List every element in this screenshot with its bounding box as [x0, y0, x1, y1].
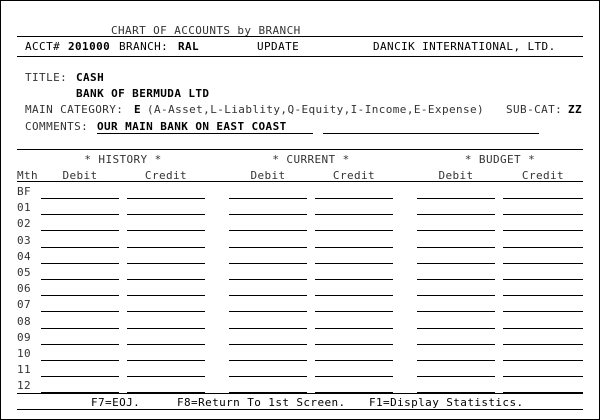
- history-credit-field[interactable]: [127, 360, 205, 361]
- branch-label: BRANCH:: [119, 40, 169, 53]
- f1-key-label[interactable]: F1=Display Statistics.: [369, 396, 524, 409]
- current-credit-field[interactable]: [315, 360, 393, 361]
- title-label: TITLE:: [25, 71, 68, 84]
- budget-debit-field[interactable]: [417, 214, 495, 215]
- footer-divider-bottom: [17, 409, 583, 410]
- current-credit-field[interactable]: [315, 214, 393, 215]
- month-header: Mth: [17, 169, 39, 182]
- history-credit-field[interactable]: [127, 328, 205, 329]
- acct-label: ACCT#: [25, 40, 61, 53]
- subcat-field[interactable]: ZZ: [568, 103, 583, 116]
- f7-key-label[interactable]: F7=EOJ.: [91, 396, 141, 409]
- month-label: 12: [17, 379, 32, 393]
- budget-debit-field[interactable]: [417, 198, 495, 199]
- comments-field-2[interactable]: [323, 133, 539, 134]
- current-debit-field[interactable]: [229, 376, 307, 377]
- budget-debit-header: Debit: [438, 169, 474, 182]
- budget-debit-field[interactable]: [417, 376, 495, 377]
- current-credit-field[interactable]: [315, 247, 393, 248]
- budget-credit-field[interactable]: [503, 328, 583, 329]
- history-debit-field[interactable]: [41, 247, 119, 248]
- month-label: 01: [17, 201, 32, 215]
- current-debit-field[interactable]: [229, 247, 307, 248]
- budget-credit-field[interactable]: [503, 279, 583, 280]
- budget-debit-field[interactable]: [417, 247, 495, 248]
- budget-debit-field[interactable]: [417, 295, 495, 296]
- history-credit-field[interactable]: [127, 247, 205, 248]
- current-credit-field[interactable]: [315, 279, 393, 280]
- section-budget: * BUDGET *: [464, 153, 536, 166]
- title-field-line1[interactable]: CASH: [76, 71, 105, 84]
- budget-credit-field[interactable]: [503, 198, 583, 199]
- current-debit-field[interactable]: [229, 328, 307, 329]
- month-label: 03: [17, 233, 32, 247]
- month-label: 11: [17, 363, 32, 377]
- history-credit-field[interactable]: [127, 311, 205, 312]
- history-debit-field[interactable]: [41, 198, 119, 199]
- month-label: 02: [17, 217, 32, 231]
- section-history: * HISTORY *: [84, 153, 162, 166]
- history-debit-field[interactable]: [41, 214, 119, 215]
- month-label: 04: [17, 249, 32, 263]
- history-debit-field[interactable]: [41, 279, 119, 280]
- budget-debit-field[interactable]: [417, 344, 495, 345]
- month-label: 10: [17, 347, 32, 360]
- month-label: 07: [17, 298, 32, 312]
- branch-field[interactable]: RAL: [178, 40, 200, 53]
- history-debit-field[interactable]: [41, 344, 119, 345]
- budget-credit-field[interactable]: [503, 230, 583, 231]
- title-field-line2[interactable]: BANK OF BERMUDA LTD: [76, 87, 210, 100]
- current-credit-field[interactable]: [315, 295, 393, 296]
- current-debit-field[interactable]: [229, 279, 307, 280]
- budget-debit-field[interactable]: [417, 328, 495, 329]
- current-credit-header: Credit: [332, 169, 376, 182]
- acct-number-field[interactable]: 201000: [68, 40, 111, 53]
- current-debit-field[interactable]: [229, 295, 307, 296]
- budget-debit-field[interactable]: [417, 311, 495, 312]
- month-label: BF: [17, 185, 32, 198]
- history-credit-field[interactable]: [127, 230, 205, 231]
- budget-credit-field[interactable]: [503, 360, 583, 361]
- history-debit-field[interactable]: [41, 311, 119, 312]
- history-credit-field[interactable]: [127, 279, 205, 280]
- current-debit-field[interactable]: [229, 311, 307, 312]
- budget-credit-header: Credit: [521, 169, 565, 182]
- current-debit-field[interactable]: [229, 263, 307, 264]
- budget-credit-field[interactable]: [503, 247, 583, 248]
- current-credit-field[interactable]: [315, 344, 393, 345]
- month-label: 08: [17, 314, 32, 328]
- footer-divider: [17, 393, 583, 394]
- section-current: * CURRENT *: [272, 153, 350, 166]
- main-category-help: (A-Asset,L-Liablity,Q-Equity,I-Income,E-Expense): [147, 103, 485, 116]
- current-debit-field[interactable]: [229, 360, 307, 361]
- current-credit-field[interactable]: [315, 263, 393, 264]
- history-debit-field[interactable]: [41, 328, 119, 329]
- current-debit-field[interactable]: [229, 230, 307, 231]
- grid-header-divider: [17, 181, 583, 182]
- current-credit-field[interactable]: [315, 328, 393, 329]
- main-category-field[interactable]: E: [134, 103, 142, 116]
- history-credit-field[interactable]: [127, 198, 205, 199]
- current-debit-field[interactable]: [229, 198, 307, 199]
- budget-debit-field[interactable]: [417, 263, 495, 264]
- budget-credit-field[interactable]: [503, 263, 583, 264]
- mode-indicator: UPDATE: [257, 40, 300, 53]
- screen-title: CHART OF ACCOUNTS by BRANCH: [111, 24, 301, 37]
- history-credit-field[interactable]: [127, 214, 205, 215]
- history-credit-field[interactable]: [127, 344, 205, 345]
- subcat-label: SUB-CAT:: [506, 103, 563, 116]
- history-credit-field[interactable]: [127, 295, 205, 296]
- month-label: 06: [17, 282, 32, 296]
- budget-credit-field[interactable]: [503, 344, 583, 345]
- current-credit-field[interactable]: [315, 376, 393, 377]
- history-credit-header: Credit: [144, 169, 188, 182]
- history-credit-field[interactable]: [127, 263, 205, 264]
- month-label: 05: [17, 266, 32, 279]
- current-debit-field[interactable]: [229, 214, 307, 215]
- current-credit-field[interactable]: [315, 230, 393, 231]
- f8-key-label[interactable]: F8=Return To 1st Screen.: [177, 396, 346, 409]
- history-credit-field[interactable]: [127, 376, 205, 377]
- month-label: 09: [17, 330, 32, 344]
- budget-credit-field[interactable]: [503, 376, 583, 377]
- comments-field-1[interactable]: OUR MAIN BANK ON EAST COAST: [97, 120, 313, 134]
- current-debit-header: Debit: [250, 169, 286, 182]
- budget-credit-field[interactable]: [503, 214, 583, 215]
- budget-debit-field[interactable]: [417, 279, 495, 280]
- grid-divider-top: [17, 149, 583, 150]
- budget-credit-field[interactable]: [503, 311, 583, 312]
- budget-debit-field[interactable]: [417, 360, 495, 361]
- main-category-label: MAIN CATEGORY:: [25, 103, 124, 116]
- history-debit-field[interactable]: [41, 263, 119, 264]
- company-name: DANCIK INTERNATIONAL, LTD.: [373, 40, 556, 53]
- budget-credit-field[interactable]: [503, 295, 583, 296]
- budget-debit-field[interactable]: [417, 230, 495, 231]
- history-debit-field[interactable]: [41, 360, 119, 361]
- history-debit-field[interactable]: [41, 376, 119, 377]
- header-divider-top: [17, 36, 583, 37]
- history-debit-field[interactable]: [41, 230, 119, 231]
- history-debit-field[interactable]: [41, 295, 119, 296]
- current-credit-field[interactable]: [315, 198, 393, 199]
- current-credit-field[interactable]: [315, 311, 393, 312]
- history-debit-header: Debit: [62, 169, 98, 182]
- current-debit-field[interactable]: [229, 344, 307, 345]
- header-divider-bottom: [17, 56, 583, 57]
- comments-label: COMMENTS:: [25, 120, 89, 133]
